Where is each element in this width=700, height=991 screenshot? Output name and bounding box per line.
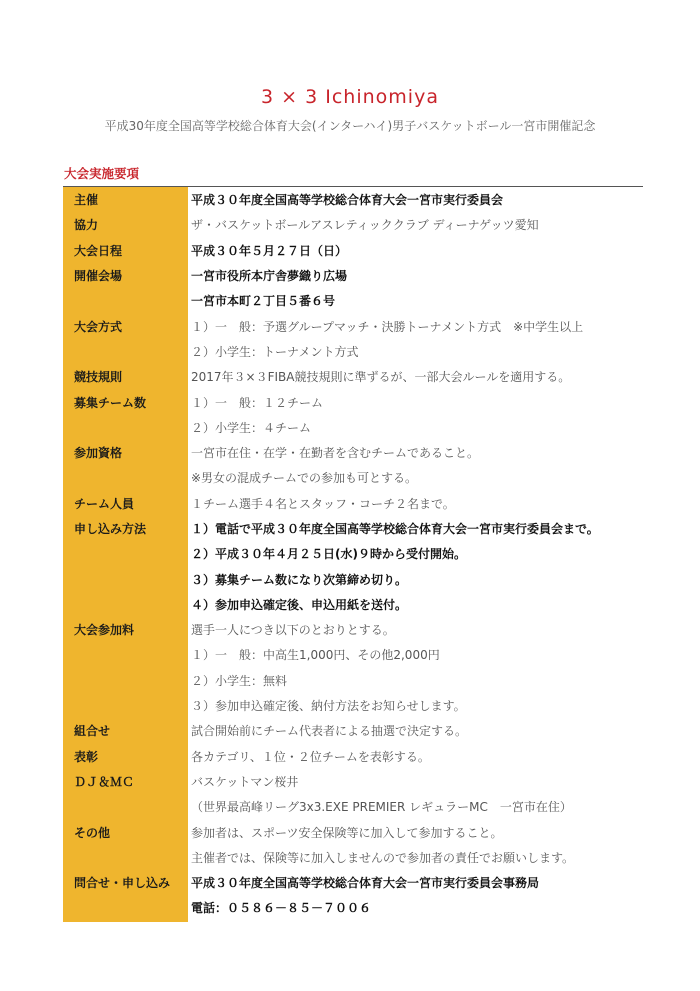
row-label: 申し込み方法: [74, 522, 147, 536]
row-value: 参加者は、スポーツ安全保険等に加入して参加すること。: [191, 825, 503, 840]
table-row: [63, 516, 643, 541]
row-label: 大会方式: [74, 319, 123, 334]
row-value: ２）小学生：トーナメント方式: [191, 344, 359, 359]
table-row: [63, 642, 643, 667]
row-value: ２）小学生：無料: [191, 673, 288, 688]
table-row: [63, 238, 643, 263]
table-row: [63, 263, 643, 288]
row-label: 競技規則: [74, 370, 123, 385]
row-value: 一宮市在住・在学・在勤者を含むチームであること。: [191, 446, 480, 461]
table-row: [63, 465, 643, 490]
table-row: [63, 364, 643, 389]
table-row: [63, 389, 643, 414]
row-label: 開催会場: [74, 269, 123, 284]
table-row: [63, 895, 643, 920]
table-row: [63, 769, 643, 794]
table-row: [63, 845, 643, 870]
row-label: 組合せ: [74, 724, 111, 739]
table-row: [63, 819, 643, 844]
row-value: １）一 般：予選グループマッチ・決勝トーナメント方式 ※中学生以上: [191, 319, 584, 334]
row-value: 平成３０年度全国高等学校総合体育大会一宮市実行委員会: [191, 193, 504, 208]
row-label: ＤＪ＆ＭＣ: [74, 774, 135, 789]
row-value: 一宮市本町２丁目５番６号: [191, 294, 336, 309]
row-value: １）電話で平成３０年度全国高等学校総合体育大会一宮市実行委員会まで。: [191, 522, 599, 536]
row-label: 大会参加料: [74, 623, 135, 638]
row-value: ３）参加申込確定後、納付方法をお知らせします。: [191, 699, 466, 714]
table-row: [63, 693, 643, 718]
row-value: ２）平成３０年４月２５日(水)９時から受付開始。: [191, 547, 466, 562]
row-value: （世界最高峰リーグ3x3.EXE PREMIER レギュラーMC 一宮市在住）: [191, 800, 572, 815]
row-value: バスケットマン桜井: [191, 774, 299, 789]
row-label: その他: [74, 825, 111, 840]
row-value: ３）募集チーム数になり次第締め切り。: [191, 572, 408, 587]
table-row: [63, 744, 643, 769]
row-label: チーム人員: [74, 496, 135, 511]
table-row: [63, 212, 643, 237]
table-row: [63, 491, 643, 516]
row-label: 募集チーム数: [74, 395, 147, 410]
document-subtitle: 平成30年度全国高等学校総合体育大会(インターハイ)男子バスケットボール一宮市開催記念: [104, 119, 596, 133]
table-row: [63, 668, 643, 693]
table-row: [63, 870, 643, 895]
row-label: 表彰: [74, 749, 99, 764]
table-row: [63, 617, 643, 642]
row-value: ※男女の混成チームでの参加も可とする。: [191, 471, 418, 486]
row-value: 主催者では、保険等に加入しませんので参加者の責任でお願いします。: [191, 850, 575, 865]
row-label: 主催: [74, 193, 99, 208]
table-row: [63, 794, 643, 819]
row-label: 協力: [74, 218, 99, 233]
document-title: 3 × 3 Ichinomiya: [261, 86, 439, 108]
row-label: 問合せ・申し込み: [74, 876, 171, 891]
table-row: [63, 440, 643, 465]
outline-table: [63, 186, 643, 921]
table-row: [63, 339, 643, 364]
table-row: [63, 541, 643, 566]
table-row: [63, 187, 643, 212]
row-value: 電話：０５８６－８５－７００６: [191, 901, 372, 916]
table-row: [63, 415, 643, 440]
row-value: 選手一人につき以下のとおりとする。: [191, 623, 395, 638]
row-value: ２）小学生：４チーム: [191, 420, 312, 435]
row-value: 試合開始前にチーム代表者による抽選で決定する。: [191, 724, 468, 739]
row-value: １）一 般：中高生1,000円、その他2,000円: [191, 648, 440, 663]
row-value: 各カテゴリ、１位・２位チームを表彰する。: [191, 749, 430, 764]
table-row: [63, 592, 643, 617]
table-row: [63, 566, 643, 591]
row-label: 大会日程: [74, 243, 123, 258]
row-value: 平成３０年度全国高等学校総合体育大会一宮市実行委員会事務局: [191, 876, 540, 891]
row-value: ザ・バスケットボールアスレティッククラブ ディーナゲッツ愛知: [191, 218, 539, 233]
row-value: １チーム選手４名とスタッフ・コーチ２名まで。: [191, 496, 455, 511]
row-value: １）一 般：１２チーム: [191, 395, 324, 410]
row-value: 平成３０年５月２７日（日）: [191, 243, 348, 258]
table-row: [63, 718, 643, 743]
row-value: ４）参加申込確定後、申込用紙を送付。: [191, 597, 408, 612]
row-value: 2017年３×３FIBA競技規則に準ずるが、一部大会ルールを適用する。: [191, 370, 571, 385]
row-label: 参加資格: [74, 446, 123, 461]
row-value: 一宮市役所本庁舎夢織り広場: [191, 269, 348, 284]
table-row: [63, 313, 643, 338]
section-heading: 大会実施要項: [64, 166, 140, 181]
table-row: [63, 288, 643, 313]
